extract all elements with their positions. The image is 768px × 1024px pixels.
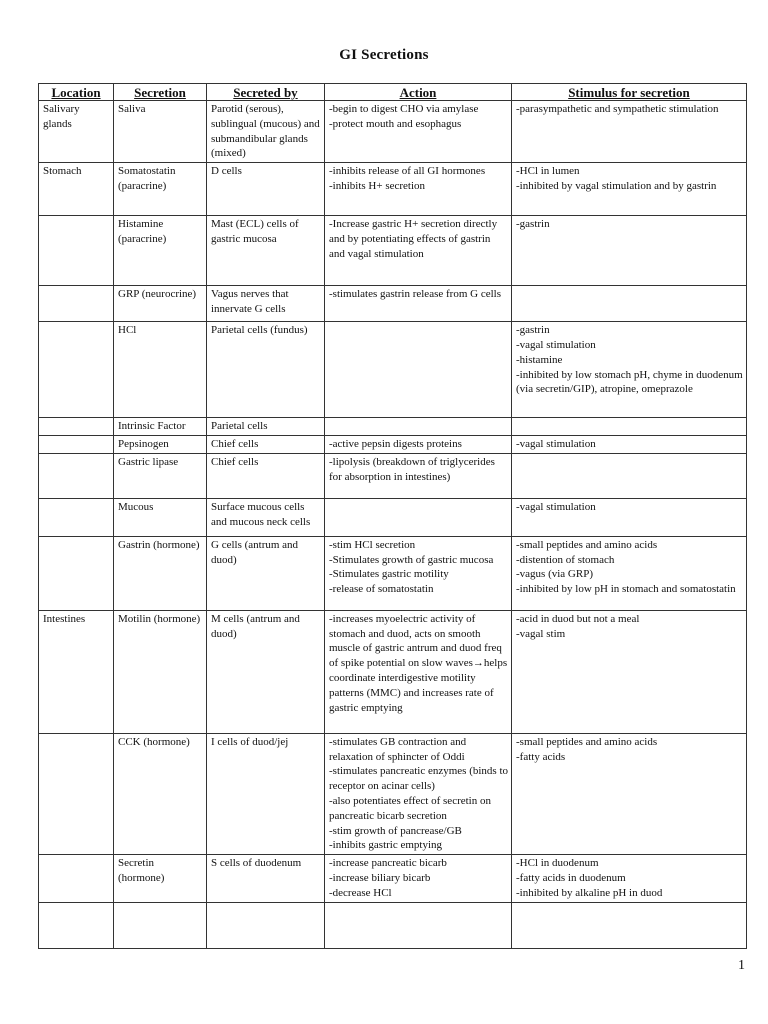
cell-secretion — [114, 453, 207, 498]
cell-action — [325, 418, 512, 436]
cell-text: GRP (neurocrine) — [118, 288, 197, 301]
cell-secretion — [114, 536, 207, 610]
page-number: 1 — [738, 958, 745, 973]
cell-secretion — [114, 855, 207, 902]
cell-text: -also potentiates effect of secretin on pancreatic bicarb secretion — [329, 794, 491, 822]
cell-secretion — [114, 101, 207, 163]
cell-secreted-by — [207, 498, 325, 536]
gi-secretions-table — [38, 83, 747, 949]
cell-text: -parasympathetic and sympathetic stimulation — [516, 103, 719, 115]
cell-text: -fatty acids — [516, 750, 566, 763]
cell-action — [325, 216, 512, 286]
cell-text: Salivary glands — [43, 103, 80, 130]
cell-location — [39, 902, 114, 948]
cell-action — [325, 101, 512, 163]
table-row — [39, 101, 747, 163]
cell-text: -vagal stimulation — [516, 500, 596, 513]
cell-text: -small peptides and amino acids — [516, 538, 658, 551]
cell-text: Parotid (serous), sublingual (mucous) and submandibular glands (mixed) — [211, 103, 320, 160]
cell-text: -decrease HCl — [329, 886, 392, 899]
cell-action — [325, 163, 512, 216]
table-row — [39, 286, 747, 322]
cell-location — [39, 733, 114, 854]
cell-text: -inhibits gastric emptying — [329, 839, 443, 852]
cell-secreted-by — [207, 453, 325, 498]
cell-text: -Stimulates growth of gastric mucosa — [329, 553, 494, 566]
cell-stimulus — [512, 435, 747, 453]
cell-text: Somatostatin (paracrine) — [118, 165, 176, 192]
cell-location — [39, 453, 114, 498]
cell-text: Parietal cells (fundus) — [211, 324, 308, 337]
header-secretion: Secretion — [114, 84, 207, 101]
cell-text: -vagal stimulation — [516, 338, 596, 351]
cell-text: -inhibits H+ secretion — [329, 179, 426, 192]
table-row — [39, 216, 747, 286]
cell-text: -increase biliary bicarb — [329, 871, 431, 884]
cell-location — [39, 536, 114, 610]
cell-stimulus — [512, 498, 747, 536]
table-body — [39, 101, 747, 949]
cell-text: G cells (antrum and duod) — [211, 538, 299, 566]
cell-text: -increases myoelectric activity of stomach and duod, acts on smooth muscle of gastric antrum and duod freq of spike potential on slow waves→helps coordinate interdigestive motility patterns (MMC) and increases rate of gastric emptying — [329, 612, 508, 714]
cell-stimulus — [512, 733, 747, 854]
cell-secreted-by — [207, 286, 325, 322]
cell-text: -inhibited by alkaline pH in duod — [516, 886, 663, 899]
cell-secreted-by — [207, 418, 325, 436]
cell-stimulus — [512, 101, 747, 163]
cell-text: -vagal stimulation — [516, 437, 596, 450]
cell-location — [39, 418, 114, 436]
cell-text: Mast (ECL) cells of gastric mucosa — [211, 218, 299, 245]
cell-stimulus — [512, 418, 747, 436]
cell-stimulus — [512, 453, 747, 498]
cell-text: I cells of duod/jej — [211, 735, 289, 748]
cell-action — [325, 536, 512, 610]
cell-text: -inhibits release of all GI hormones — [329, 165, 486, 178]
cell-secreted-by — [207, 163, 325, 216]
header-stimulus: Stimulus for secretion — [512, 84, 747, 101]
cell-location — [39, 216, 114, 286]
cell-text: -gastrin — [516, 324, 550, 337]
cell-text: Chief cells — [211, 437, 259, 450]
table-row — [39, 610, 747, 733]
cell-text: Mucous — [118, 500, 154, 513]
cell-text: D cells — [211, 165, 242, 178]
cell-secretion — [114, 610, 207, 733]
cell-location — [39, 855, 114, 902]
cell-action — [325, 322, 512, 418]
cell-secretion — [114, 286, 207, 322]
table-row — [39, 322, 747, 418]
cell-text: -small peptides and amino acids — [516, 735, 658, 748]
table-row — [39, 855, 747, 902]
cell-text: S cells of duodenum — [211, 857, 302, 870]
cell-stimulus — [512, 855, 747, 902]
cell-text: -stimulates GB contraction and relaxation of sphincter of Oddi — [329, 735, 467, 763]
cell-text: Surface mucous cells and mucous neck cells — [211, 500, 311, 528]
cell-text: -acid in duod but not a meal — [516, 612, 640, 625]
cell-action — [325, 498, 512, 536]
cell-text: Motilin (hormone) — [118, 612, 201, 625]
cell-action — [325, 610, 512, 733]
cell-stimulus — [512, 322, 747, 418]
cell-text: M cells (antrum and duod) — [211, 612, 300, 640]
cell-secretion — [114, 322, 207, 418]
cell-secretion — [114, 902, 207, 948]
cell-secreted-by — [207, 435, 325, 453]
table-row — [39, 498, 747, 536]
cell-text: -inhibited by low stomach pH, chyme in duodenum (via secretin/GIP), atropine, omeprazole — [516, 368, 743, 396]
cell-action — [325, 855, 512, 902]
cell-text: -active pepsin digests proteins — [329, 437, 462, 450]
cell-stimulus — [512, 216, 747, 286]
cell-secreted-by — [207, 101, 325, 163]
cell-text: CCK (hormone) — [118, 735, 190, 748]
table-row — [39, 902, 747, 948]
cell-text: Saliva — [118, 103, 146, 115]
cell-text: -HCl in duodenum — [516, 857, 599, 870]
header-secreted-by: Secreted by — [207, 84, 325, 101]
table-row — [39, 733, 747, 854]
table-row — [39, 163, 747, 216]
cell-secretion — [114, 418, 207, 436]
cell-location — [39, 435, 114, 453]
cell-text: -stimulates gastrin release from G cells — [329, 288, 501, 301]
cell-secreted-by — [207, 610, 325, 733]
cell-text: -release of somatostatin — [329, 583, 434, 596]
cell-text: -histamine — [516, 353, 563, 366]
cell-text: Parietal cells — [211, 420, 268, 433]
cell-text: -Increase gastric H+ secretion directly and by potentiating effects of gastrin and vagal stimulation — [329, 218, 498, 260]
cell-stimulus — [512, 902, 747, 948]
cell-secreted-by — [207, 216, 325, 286]
cell-text: Secretin (hormone) — [118, 857, 165, 884]
cell-text: Intestines — [43, 612, 86, 625]
table-row — [39, 536, 747, 610]
cell-text: Intrinsic Factor — [118, 420, 186, 433]
cell-secretion — [114, 163, 207, 216]
cell-secretion — [114, 498, 207, 536]
table-row — [39, 418, 747, 436]
cell-text: -gastrin — [516, 218, 550, 231]
cell-location — [39, 286, 114, 322]
cell-location — [39, 498, 114, 536]
page-title: GI Secretions — [339, 47, 429, 63]
cell-text: -Stimulates gastric motility — [329, 568, 449, 581]
table-row — [39, 453, 747, 498]
cell-text: Histamine (paracrine) — [118, 218, 167, 245]
cell-stimulus — [512, 536, 747, 610]
cell-text: -vagus (via GRP) — [516, 568, 593, 581]
cell-text: -fatty acids in duodenum — [516, 871, 626, 884]
cell-text: -lipolysis (breakdown of triglycerides for absorption in intestines) — [329, 455, 495, 483]
cell-text: -protect mouth and esophagus — [329, 117, 462, 130]
cell-location — [39, 163, 114, 216]
cell-secretion — [114, 435, 207, 453]
cell-secreted-by — [207, 733, 325, 854]
cell-text: -inhibited by vagal stimulation and by gastrin — [516, 179, 717, 192]
cell-stimulus — [512, 286, 747, 322]
cell-location — [39, 610, 114, 733]
header-location: Location — [39, 84, 114, 101]
cell-action — [325, 453, 512, 498]
cell-secreted-by — [207, 322, 325, 418]
cell-text: HCl — [118, 324, 137, 337]
cell-secreted-by — [207, 855, 325, 902]
cell-text: -stim HCl secretion — [329, 538, 416, 551]
cell-text: -begin to digest CHO via amylase — [329, 103, 479, 115]
header-row — [39, 84, 747, 101]
cell-action — [325, 435, 512, 453]
cell-text: Gastrin (hormone) — [118, 538, 200, 551]
header-action: Action — [325, 84, 512, 101]
cell-text: -distention of stomach — [516, 553, 615, 566]
cell-secreted-by — [207, 902, 325, 948]
cell-secretion — [114, 216, 207, 286]
cell-action — [325, 733, 512, 854]
cell-text: -stim growth of pancrease/GB — [329, 824, 462, 837]
cell-text: Gastric lipase — [118, 455, 179, 468]
cell-text: Vagus nerves that innervate G cells — [211, 288, 289, 315]
table-row — [39, 435, 747, 453]
cell-location — [39, 101, 114, 163]
cell-action — [325, 902, 512, 948]
cell-stimulus — [512, 163, 747, 216]
cell-stimulus — [512, 610, 747, 733]
cell-text: Chief cells — [211, 455, 259, 468]
cell-secreted-by — [207, 536, 325, 610]
cell-location — [39, 322, 114, 418]
cell-text: -vagal stim — [516, 627, 566, 640]
cell-text: -increase pancreatic bicarb — [329, 857, 447, 870]
cell-text: Pepsinogen — [118, 437, 169, 450]
cell-secretion — [114, 733, 207, 854]
cell-text: -HCl in lumen — [516, 165, 580, 178]
cell-text: -stimulates pancreatic enzymes (binds to receptor on acinar cells) — [329, 765, 508, 793]
cell-text: -inhibited by low pH in stomach and somatostatin — [516, 583, 736, 596]
cell-text: Stomach — [43, 165, 82, 178]
cell-action — [325, 286, 512, 322]
